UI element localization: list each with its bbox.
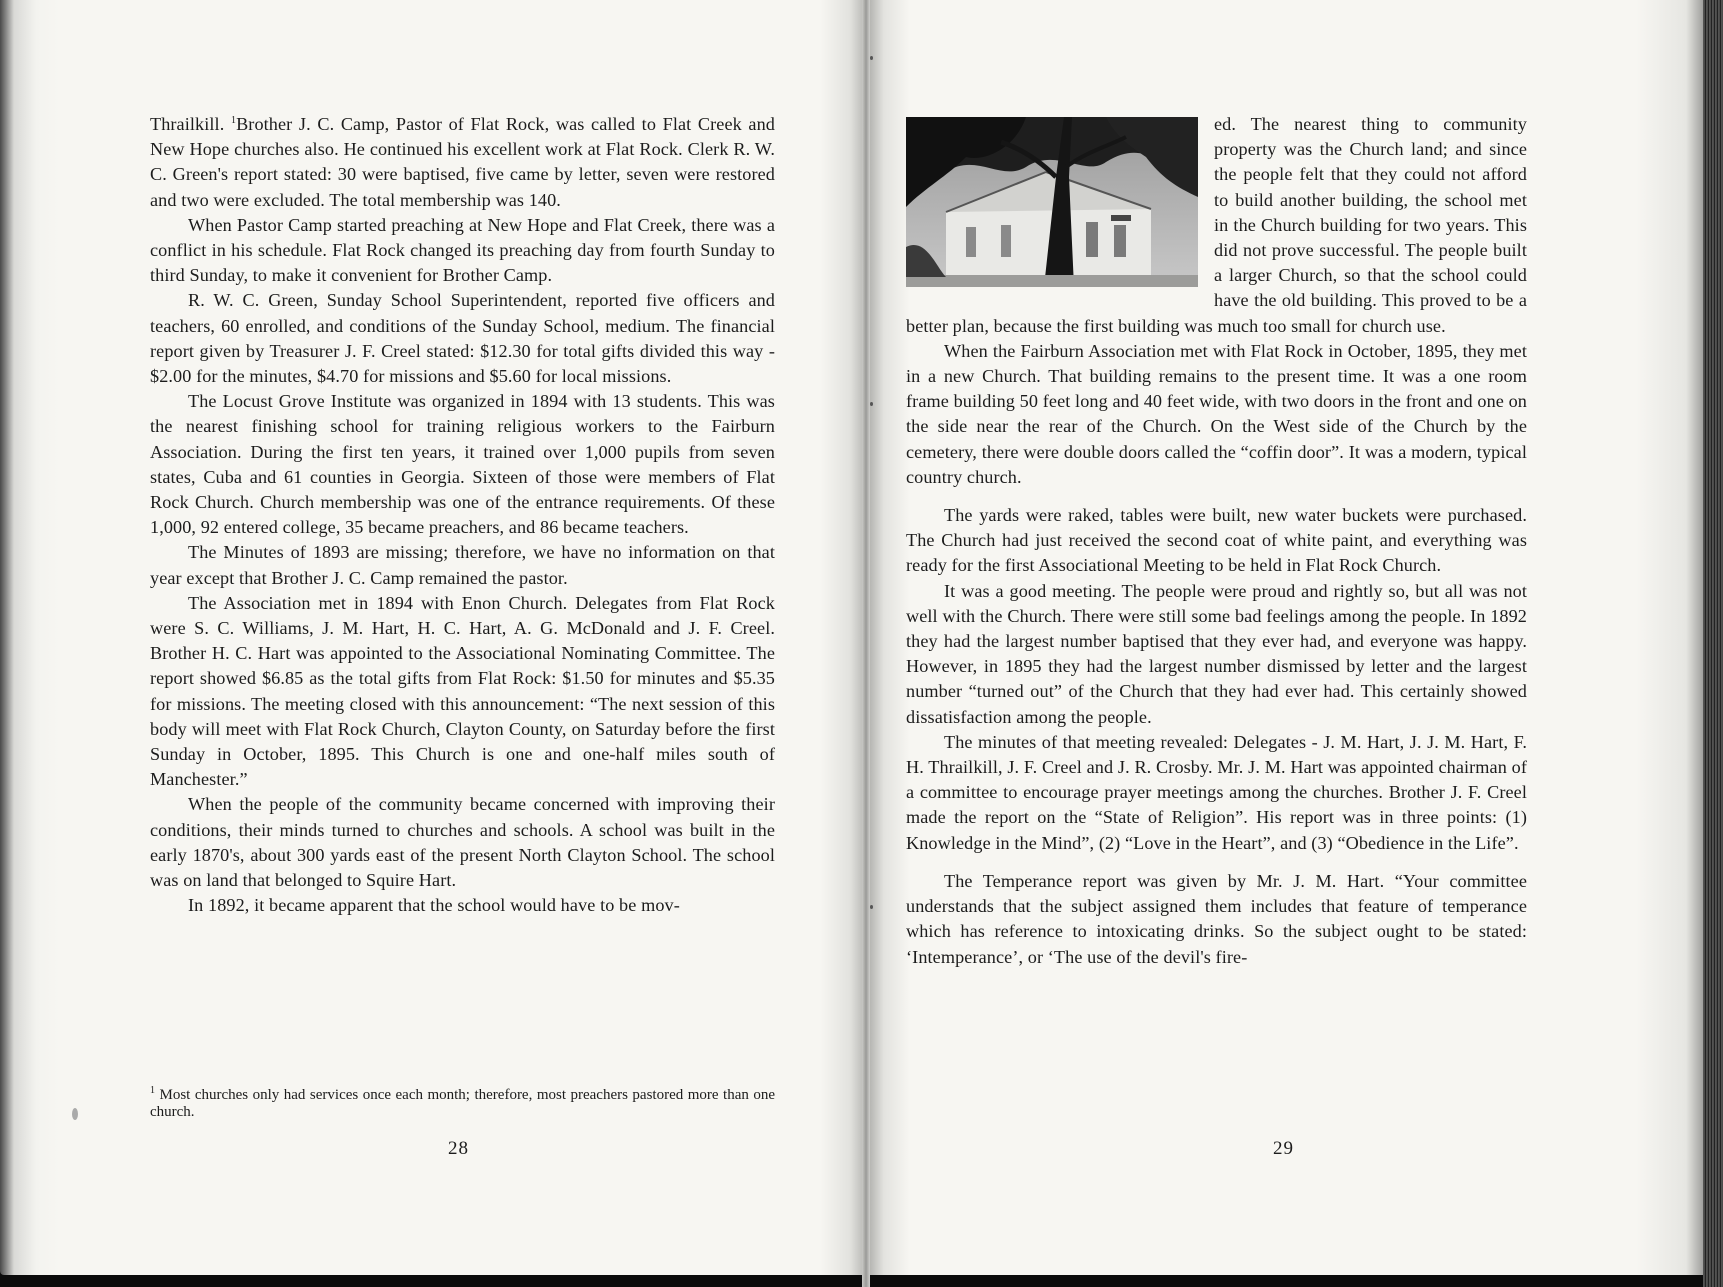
paragraph: The Locust Grove Institute was organized in 1894 with 13 students. This was the nearest finishing school for training religious workers to the Fairburn Association. During the first ten years, it trained over 1,000 pupils from seven states, Cuba and 61 counties in Georgia. Sixteen of those were members of Flat Rock Church. Church membership was one of the entrance requirements. Of these 1,000, 92 entered college, 35 became preachers, and 86 became teachers. bbox=[150, 391, 775, 538]
paragraph: The Minutes of 1893 are missing; therefore, we have no information on that year except that Brother J. C. Camp remained the pastor. bbox=[150, 542, 775, 588]
paragraph-text: ed. The nearest thing to community property was the Church land; and since the people felt that they could not afford to build another building, the school met in the Church building for two years. This did not prove successful. The people built a larger Church, so that the school could have the old building. This proved to be a better plan, because the first building was much too small for church use. bbox=[906, 114, 1527, 336]
footnote-marker: 1 bbox=[150, 1085, 155, 1096]
right-page-text bbox=[906, 112, 1527, 970]
paragraph: The minutes of that meeting revealed: Delegates - J. M. Hart, J. J. M. Hart, F. H. Thrailkill, J. F. Creel and J. R. Crosby. Mr. J. M. Hart was appointed chairman of a committee to encourage prayer meetings among the churches. Brother J. F. Creel made the report on the “State of Religion”. His report was in three points: (1) Knowledge in the Mind”, (2) “Love in the Heart”, and (3) “Obedience in the Life”. bbox=[906, 731, 1527, 853]
paragraph: The Temperance report was given by Mr. J. M. Hart. “Your committee understands that the subject assigned them includes that feature of temperance which has reference to intoxicating drinks. So the subject ought to be stated: ‘Intemperance’, or ‘The use of the devil's fire- bbox=[906, 870, 1527, 967]
footnote bbox=[150, 1082, 775, 1121]
paragraph: R. W. C. Green, Sunday School Superintendent, reported five officers and teachers, 60 enrolled, and conditions of the Sunday School, medium. The financial report given by Treasurer J. F. Creel stated: $12.30 for total gifts divided this way - $2.00 for the minutes, $4.70 for missions and $5.60 for local missions. bbox=[150, 290, 775, 387]
paragraph: It was a good meeting. The people were proud and rightly so, but all was not well with the Church. There were still some bad feelings among the people. In 1892 they had the largest number baptised that they ever had, and everyone was happy. However, in 1895 they had the largest number dismissed by letter and the largest number “turned out” of the Church that they had ever had. This certainly showed dissatisfaction among the people. bbox=[906, 580, 1527, 727]
paragraph: In 1892, it became apparent that the school would have to be mov- bbox=[188, 895, 680, 916]
paragraph: When Pastor Camp started preaching at New Hope and Flat Creek, there was a conflict in his schedule. Flat Rock changed its preaching day from fourth Sunday to third Sunday, to make it convenient for Brother Camp. bbox=[150, 214, 775, 286]
paragraph bbox=[150, 112, 775, 213]
footnote-marker: 1 bbox=[230, 114, 237, 126]
paragraph bbox=[906, 112, 1527, 339]
page-edges bbox=[1703, 0, 1723, 1287]
dust-speck bbox=[72, 1108, 78, 1120]
left-page bbox=[0, 0, 866, 1275]
church-photo-image bbox=[906, 117, 1198, 287]
paragraph: The yards were raked, tables were built, new water buckets were purchased. The Church had just received the second coat of white paint, and everything was ready for the first Associational Meeting to be held in Flat Rock Church. bbox=[906, 505, 1527, 576]
church-photo bbox=[906, 117, 1198, 287]
dust-speck bbox=[870, 402, 873, 406]
footnote-text: Most churches only had services once each month; therefore, most preachers pastored more than one church. bbox=[150, 1087, 776, 1120]
paragraph: The Association met in 1894 with Enon Church. Delegates from Flat Rock were S. C. Williams, J. M. Hart, H. C. Hart, A. G. McDonald and J. F. Creel. Brother H. C. Hart was appointed to the Associational Nominating Committee. The report showed $6.85 as the total gifts from Flat Rock: $1.50 for minutes and $5.35 for missions. The meeting closed with this announcement: “The next session of this body will meet with Flat Rock Church, Clayton County, on Saturday before the first Sunday in October, 1895. This Church is one and one-half miles south of Manchester.” bbox=[150, 592, 775, 790]
paragraph: When the people of the community became concerned with improving their conditions, their minds turned to churches and schools. A school was built in the early 1870's, about 300 yards east of the present North Clayton School. The school was on land that belonged to Squire Hart. bbox=[150, 794, 775, 891]
page-number: 28 bbox=[448, 1138, 469, 1159]
dust-speck bbox=[870, 56, 873, 60]
paragraph-lead: Thrailkill. bbox=[150, 114, 225, 134]
left-page-text bbox=[150, 112, 775, 919]
paragraph: When the Fairburn Association met with Flat Rock in October, 1895, they met in a new Church. That building remains to the present time. It was a one room frame building 50 feet long and 40 feet wide, with two doors in the front and one on the side near the rear of the Church. On the West side of the Church by the cemetery, there were double doors called the “coffin door”. It was a modern, typical country church. bbox=[906, 340, 1527, 487]
page-number: 29 bbox=[1273, 1138, 1294, 1159]
book-gutter bbox=[862, 0, 870, 1287]
right-page bbox=[866, 0, 1723, 1275]
paragraph-text: Brother J. C. Camp, Pastor of Flat Rock, was called to Flat Creek and New Hope churches also. He continued his excellent work at Flat Rock. Clerk R. W. C. Green's report stated: 30 were baptised, five came by letter, seven were restored and two were excluded. The total membership was 140. bbox=[150, 114, 775, 210]
dust-speck bbox=[870, 905, 873, 909]
